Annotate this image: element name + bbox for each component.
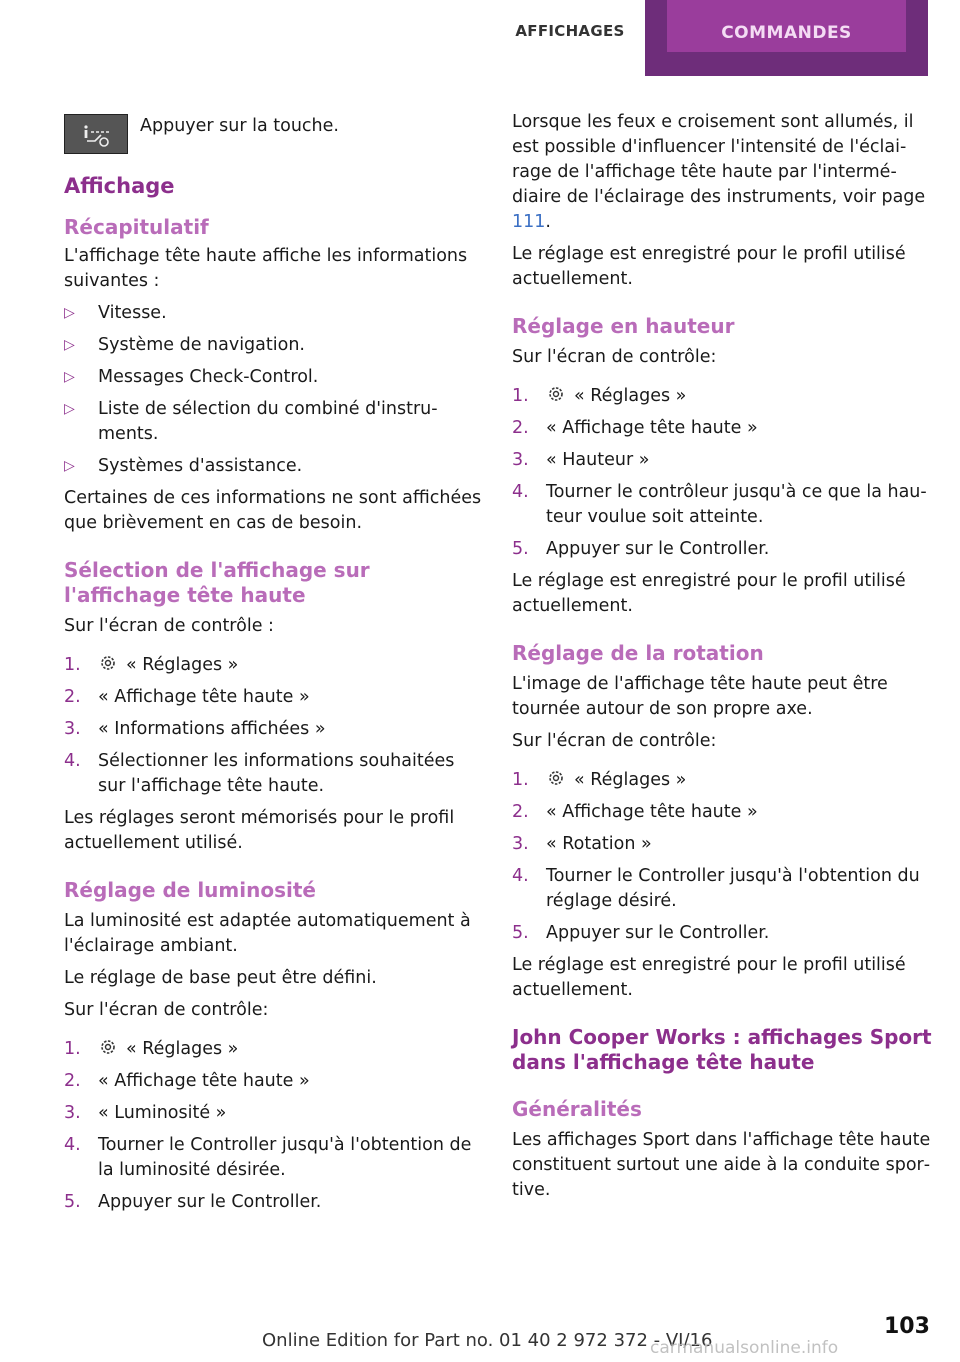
heading-generalites: Généralités [512,1097,642,1121]
step-item: 2. « Affichage tête haute » [64,1071,310,1091]
intro-text: Lorsque les feux e croisement sont allumés, il est possible d'influencer l'intensité de l'éclai‐ rage de l'affichage tête haute par l'intermé‐ diaire de l'éclairage des instruments, voir page 111. [512,112,926,232]
recap-list [64,301,484,479]
key-text: Appuyer sur la touche. [140,116,339,136]
step-item: 5. Appuyer sur le Controller. [64,1192,322,1212]
lum-text-3: Sur l'écran de contrôle: [64,1000,269,1020]
step-item: 3. « Rotation » [512,834,652,854]
step-item: 2. « Affichage tête haute » [64,687,310,707]
page-number: 103 [884,1314,930,1339]
heading-rotation: Réglage de la rotation [512,641,764,665]
rotation-text: L'image de l'affichage tête haute peut être tournée autour de son propre axe. [512,674,888,719]
lum-text-1: La luminosité est adaptée automatiquement à l'éclairage ambiant. [64,911,471,956]
tab-commandes[interactable]: COMMANDES [667,0,906,52]
step-item: 3. « Informations affichées » [64,719,326,739]
right-column [512,106,932,1210]
selection-steps [64,653,484,799]
heading-jcw: John Cooper Works : affichages Sport dans l'affichage tête haute [512,1025,932,1074]
step-item: 1. « Réglages » [64,655,239,675]
heading-luminosite: Réglage de luminosité [64,878,316,902]
list-item: ▷ Messages Check-Control. [64,365,484,390]
step-item: 1. « Réglages » [512,770,687,790]
list-item: ▷ Système de navigation. [64,333,484,358]
triangle-bullet-icon: ▷ [64,401,75,417]
recap-after: Certaines de ces informations ne sont affichées que brièvement en cas de besoin. [64,488,482,533]
list-item: ▷ Liste de sélection du combiné d'instru‐ ments. [64,399,438,444]
tab-affichages[interactable]: AFFICHAGES [515,22,625,40]
heading-selection: Sélection de l'affichage sur l'affichage tête haute [64,558,370,607]
gear-icon [546,768,566,788]
lum-steps [64,1037,484,1215]
gear-icon [546,384,566,404]
step-item: 4. Tourner le Controller jusqu'à l'obtention du réglage désiré. [512,866,920,911]
triangle-bullet-icon: ▷ [64,337,75,353]
watermark: carmanualsonline.info [650,1338,839,1358]
gear-icon [98,653,118,673]
heading-affichage: Affichage [64,174,175,198]
step-item: 4. Tourner le contrôleur jusqu'à ce que la hau‐ teur voulue soit atteinte. [512,482,927,527]
gear-icon [98,1037,118,1057]
step-item: 5. Appuyer sur le Controller. [512,539,770,559]
rotation-steps [512,768,932,946]
key-instruction [64,106,484,146]
footer-edition: Online Edition for Part no. 01 40 2 972 372 - VI/16 [262,1330,713,1351]
list-item: ▷ Systèmes d'assistance. [64,454,484,479]
hauteur-after: Le réglage est enregistré pour le profil utilisé actuellement. [512,571,906,616]
page-link[interactable]: 111 [512,212,546,232]
list-item: ▷ Vitesse. [64,301,484,326]
lum-text-2: Le réglage de base peut être défini. [64,968,377,988]
page-header [0,0,960,80]
generalites-text: Les affichages Sport dans l'affichage tête haute constituent surtout une aide à la conduite spor‐ tive. [512,1130,931,1200]
step-item: 4. Sélectionner les informations souhaitées sur l'affichage tête haute. [64,751,455,796]
triangle-bullet-icon: ▷ [64,369,75,385]
step-item: 1. « Réglages » [64,1039,239,1059]
triangle-bullet-icon: ▷ [64,305,75,321]
hud-button-icon [64,114,128,154]
step-item: 3. « Luminosité » [64,1103,227,1123]
left-column [64,106,484,1222]
selection-after: Les réglages seront mémorisés pour le profil actuellement utilisé. [64,808,455,853]
rotation-intro: Sur l'écran de contrôle: [512,731,717,751]
intro-after: Le réglage est enregistré pour le profil utilisé actuellement. [512,244,906,289]
step-item: 2. « Affichage tête haute » [512,418,758,438]
recap-text: L'affichage tête haute affiche les informations suivantes : [64,246,468,291]
step-item: 2. « Affichage tête haute » [512,802,758,822]
step-item: 3. « Hauteur » [512,450,650,470]
rotation-after: Le réglage est enregistré pour le profil utilisé actuellement. [512,955,906,1000]
hauteur-steps [512,384,932,562]
selection-intro: Sur l'écran de contrôle : [64,616,274,636]
triangle-bullet-icon: ▷ [64,458,75,474]
hauteur-intro: Sur l'écran de contrôle: [512,347,717,367]
tab-commandes-frame [645,0,928,76]
step-item: 4. Tourner le Controller jusqu'à l'obtention de la luminosité désirée. [64,1135,472,1180]
heading-recapitulatif: Récapitulatif [64,215,209,239]
step-item: 5. Appuyer sur le Controller. [512,923,770,943]
heading-hauteur: Réglage en hauteur [512,314,735,338]
step-item: 1. « Réglages » [512,386,687,406]
